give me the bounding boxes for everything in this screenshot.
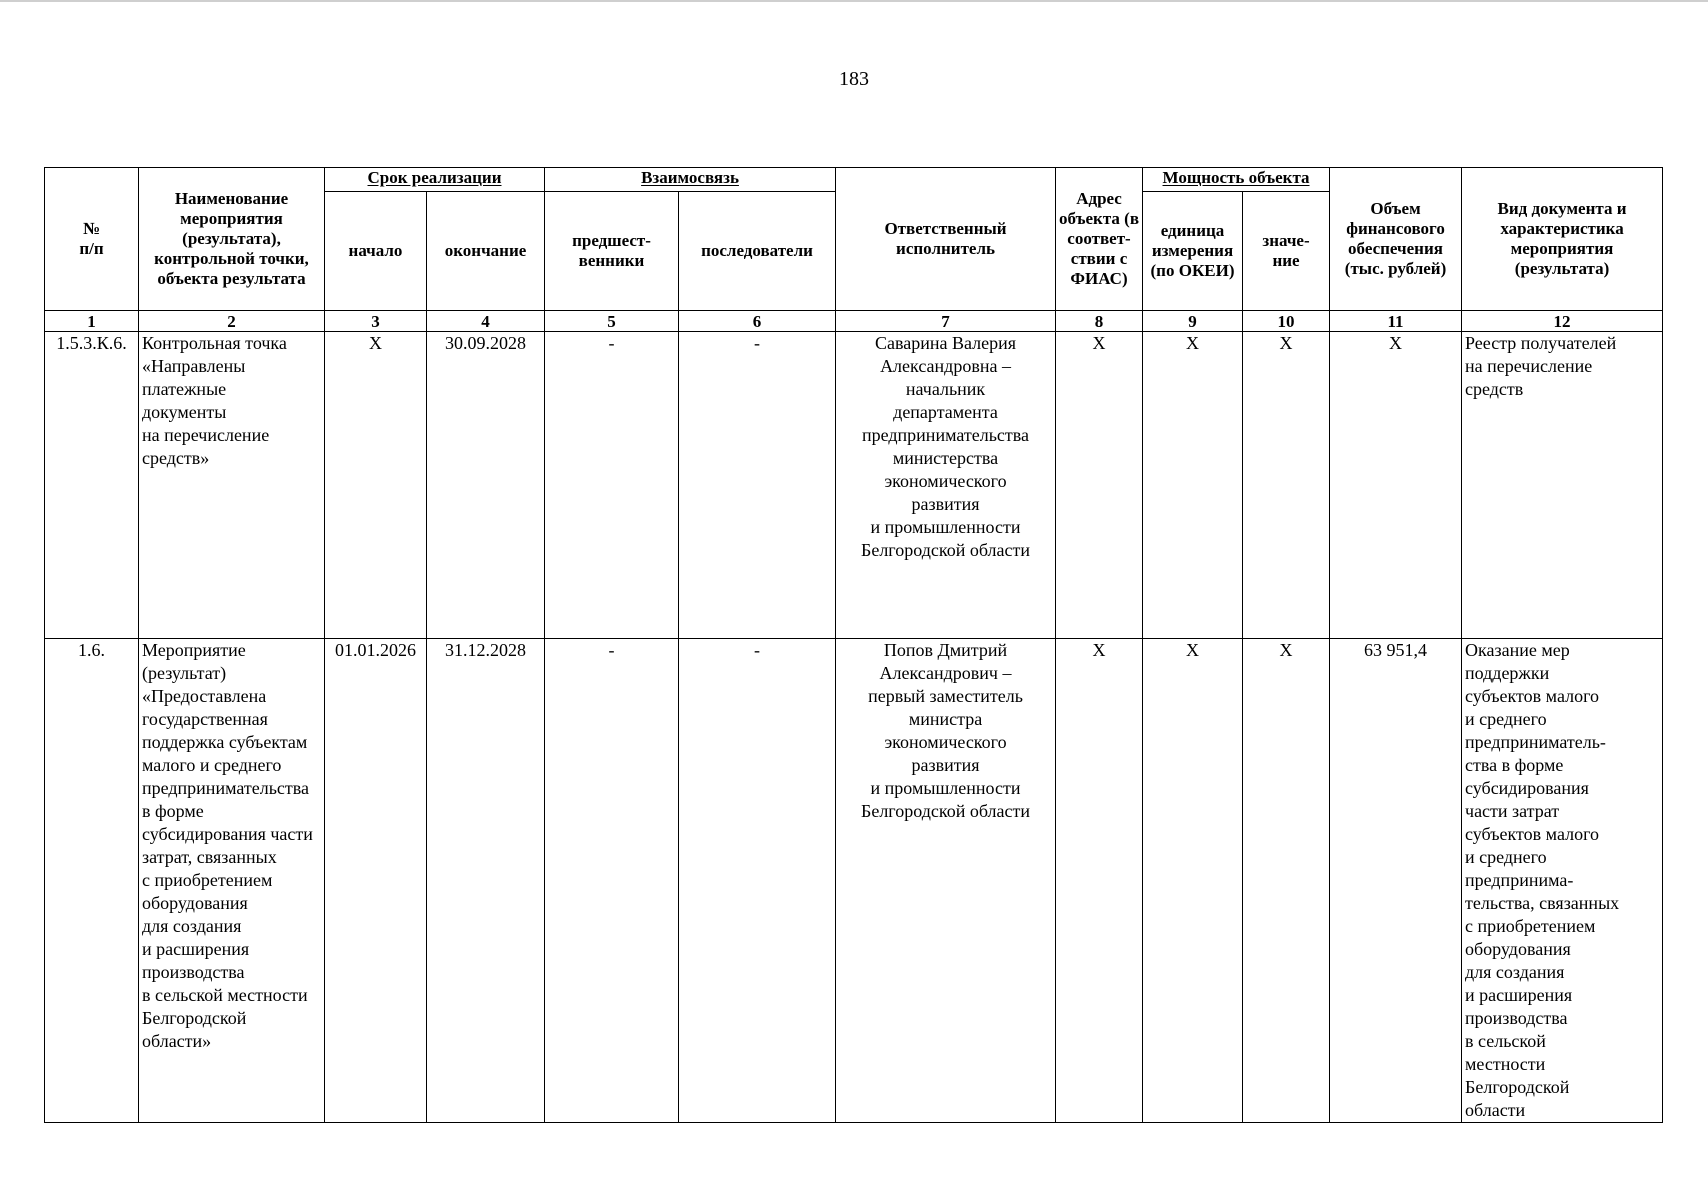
header-value: значе- ние	[1243, 192, 1330, 311]
header-period-group: Срок реализации	[325, 168, 545, 192]
column-number: 5	[545, 311, 679, 332]
header-num: № п/п	[45, 168, 139, 311]
header-link-group: Взаимосвязь	[545, 168, 836, 192]
column-numbers-row	[45, 311, 1663, 332]
row-start: X	[325, 332, 427, 639]
row-funding: X	[1330, 332, 1462, 639]
header-start: начало	[325, 192, 427, 311]
column-number: 4	[427, 311, 545, 332]
row-address: X	[1056, 332, 1143, 639]
row-responsible: Попов Дмитрий Александрович – первый заместитель министра экономического развития и промышленности Белгородской области	[836, 639, 1056, 1123]
row-num: 1.6.	[45, 639, 139, 1123]
row-start: 01.01.2026	[325, 639, 427, 1123]
column-number: 3	[325, 311, 427, 332]
row-funding: 63 951,4	[1330, 639, 1462, 1123]
column-number: 6	[679, 311, 836, 332]
page-number: 183	[839, 68, 869, 90]
scan-top-edge	[0, 0, 1708, 2]
header-responsible: Ответственный исполнитель	[836, 168, 1056, 311]
row-followers: -	[679, 332, 836, 639]
header-end: окончание	[427, 192, 545, 311]
column-number: 9	[1143, 311, 1243, 332]
row-responsible: Саварина Валерия Александровна – начальник департамента предпринимательства министерства экономического развития и промышленности Белгородской области	[836, 332, 1056, 639]
row-predecessors: -	[545, 332, 679, 639]
row-doc-type: Реестр получателей на перечисление средств	[1462, 332, 1663, 639]
header-address: Адрес объекта (в соответ-ствии с ФИАС)	[1056, 168, 1143, 311]
column-number: 7	[836, 311, 1056, 332]
row-value: X	[1243, 639, 1330, 1123]
table-row	[45, 332, 1663, 639]
header-predecessors: предшест- венники	[545, 192, 679, 311]
row-address: X	[1056, 639, 1143, 1123]
row-predecessors: -	[545, 639, 679, 1123]
row-unit: X	[1143, 639, 1243, 1123]
header-doc-type: Вид документа и характеристика мероприятия (результата)	[1462, 168, 1663, 311]
row-name: Мероприятие (результат) «Предоставлена государственная поддержка субъектам малого и среднего предпринимательства в форме субсидирования части затрат, связанных с приобретением оборудования для создания и расширения производства в сельской местности Белгородской области»	[139, 639, 325, 1123]
table-header	[45, 168, 1663, 332]
row-end: 30.09.2028	[427, 332, 545, 639]
row-doc-type: Оказание мер поддержки субъектов малого и среднего предприниматель- ства в форме субсидирования части затрат субъектов малого и среднего предпринима- тельства, связанных с приобретением оборудования для создания и расширения производства в сельской местности Белгородской области	[1462, 639, 1663, 1123]
header-funding: Объем финансового обеспечения (тыс. рублей)	[1330, 168, 1462, 311]
row-end: 31.12.2028	[427, 639, 545, 1123]
row-followers: -	[679, 639, 836, 1123]
row-unit: X	[1143, 332, 1243, 639]
column-number: 11	[1330, 311, 1462, 332]
column-number: 2	[139, 311, 325, 332]
column-number: 12	[1462, 311, 1663, 332]
column-number: 1	[45, 311, 139, 332]
row-num: 1.5.3.К.6.	[45, 332, 139, 639]
table-row	[45, 639, 1663, 1123]
header-followers: последователи	[679, 192, 836, 311]
row-name: Контрольная точка «Направлены платежные документы на перечисление средств»	[139, 332, 325, 639]
activity-plan-table	[44, 167, 1663, 1123]
header-capacity-group: Мощность объекта	[1143, 168, 1330, 192]
column-number: 10	[1243, 311, 1330, 332]
column-number: 8	[1056, 311, 1143, 332]
row-value: X	[1243, 332, 1330, 639]
header-name: Наименование мероприятия (результата), контрольной точки, объекта результата	[139, 168, 325, 311]
header-unit: единица измерения (по ОКЕИ)	[1143, 192, 1243, 311]
